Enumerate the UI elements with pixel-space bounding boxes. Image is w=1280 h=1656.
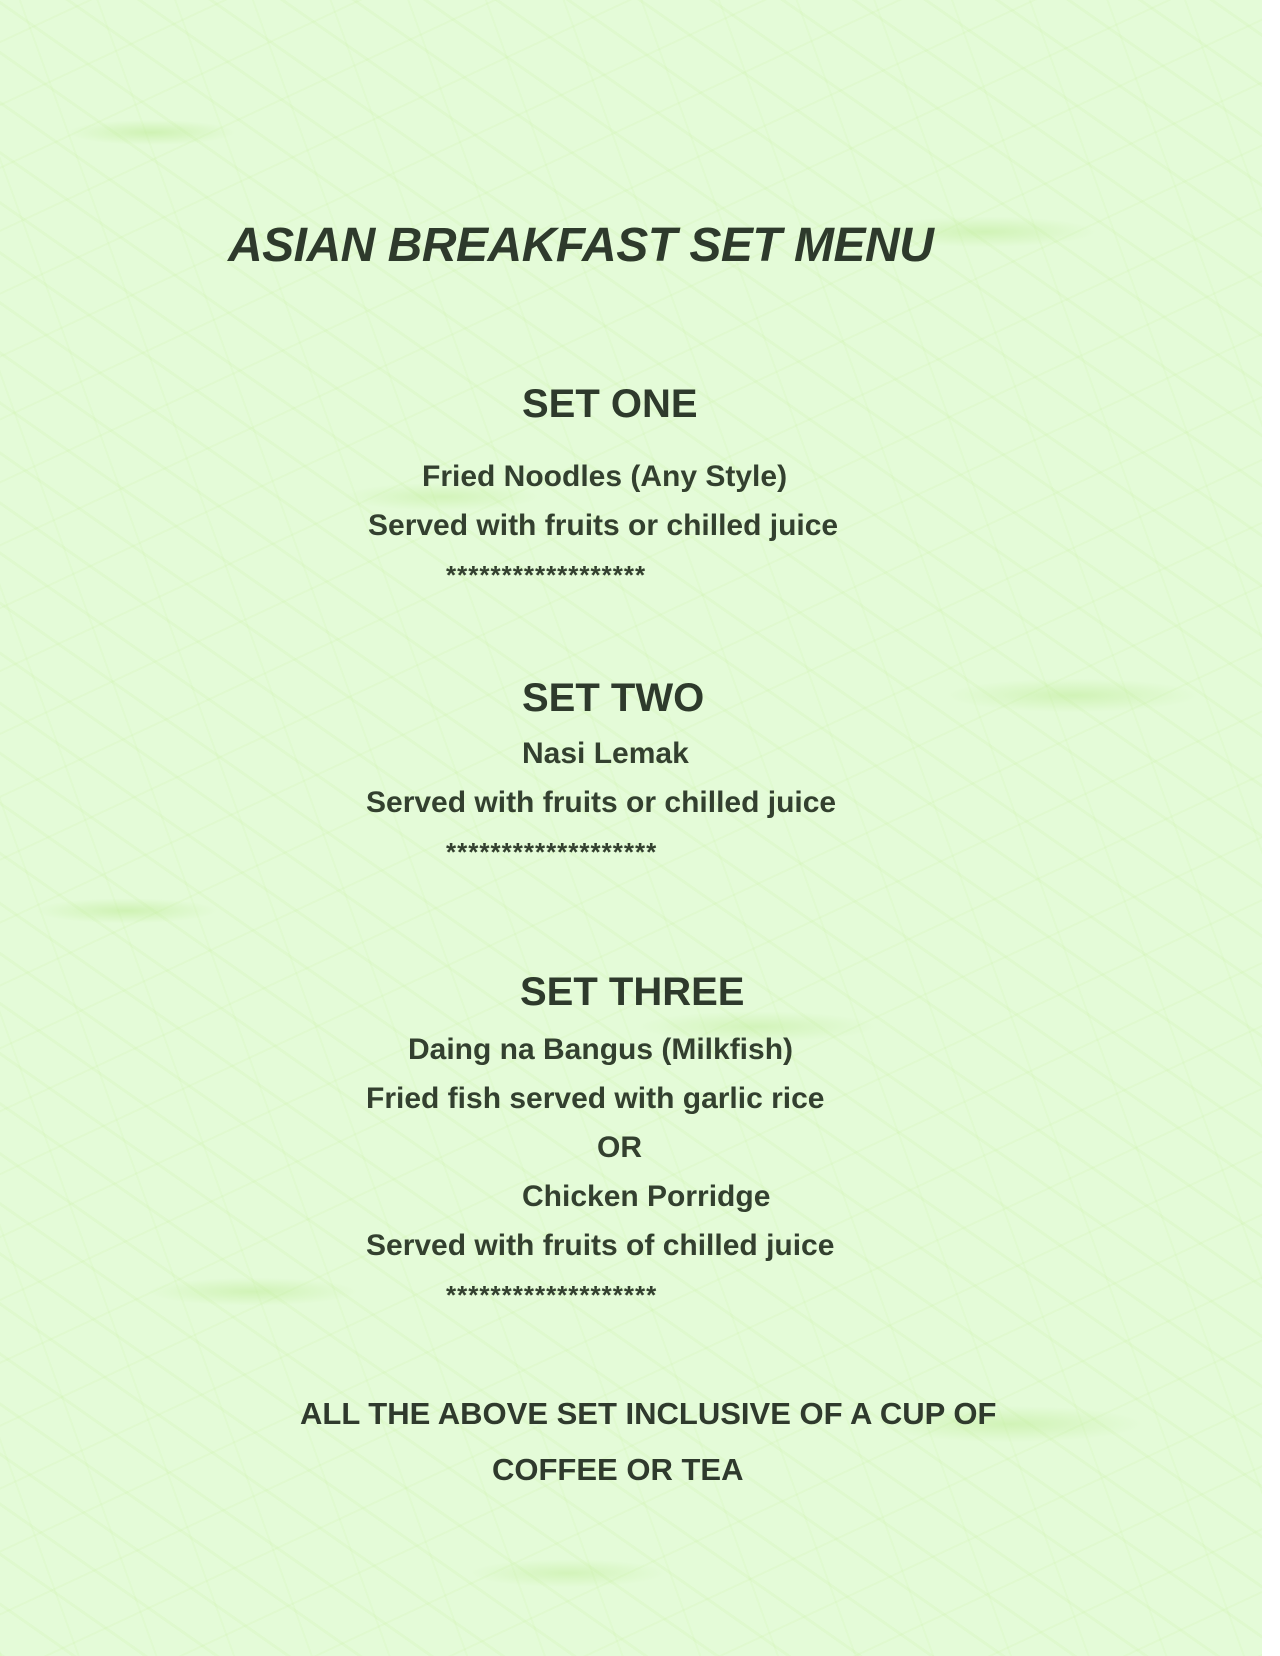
set-one-separator: ****************** <box>446 560 647 590</box>
set-three-dish-two: Chicken Porridge <box>522 1180 771 1213</box>
set-three-dish-one-description: Fried fish served with garlic rice <box>366 1082 825 1115</box>
set-three-accompaniment: Served with fruits of chilled juice <box>366 1229 835 1262</box>
inclusion-note-line-one: ALL THE ABOVE SET INCLUSIVE OF A CUP OF <box>300 1396 997 1431</box>
set-three-heading: SET THREE <box>520 970 745 1014</box>
set-one-dish: Fried Noodles (Any Style) <box>422 460 788 493</box>
set-two-heading: SET TWO <box>522 676 705 720</box>
set-one-accompaniment: Served with fruits or chilled juice <box>368 509 839 542</box>
page-margin <box>1262 0 1280 1656</box>
inclusion-note-line-two: COFFEE OR TEA <box>492 1452 744 1487</box>
set-two-dish: Nasi Lemak <box>522 737 689 770</box>
menu-title: ASIAN BREAKFAST SET MENU <box>228 219 934 272</box>
set-two-separator: ******************* <box>446 837 658 867</box>
set-two-accompaniment: Served with fruits or chilled juice <box>366 786 837 819</box>
set-three-or: OR <box>597 1131 642 1164</box>
set-one-heading: SET ONE <box>522 382 698 426</box>
set-three-dish-one: Daing na Bangus (Milkfish) <box>408 1033 794 1066</box>
set-three-separator: ******************* <box>446 1280 658 1310</box>
